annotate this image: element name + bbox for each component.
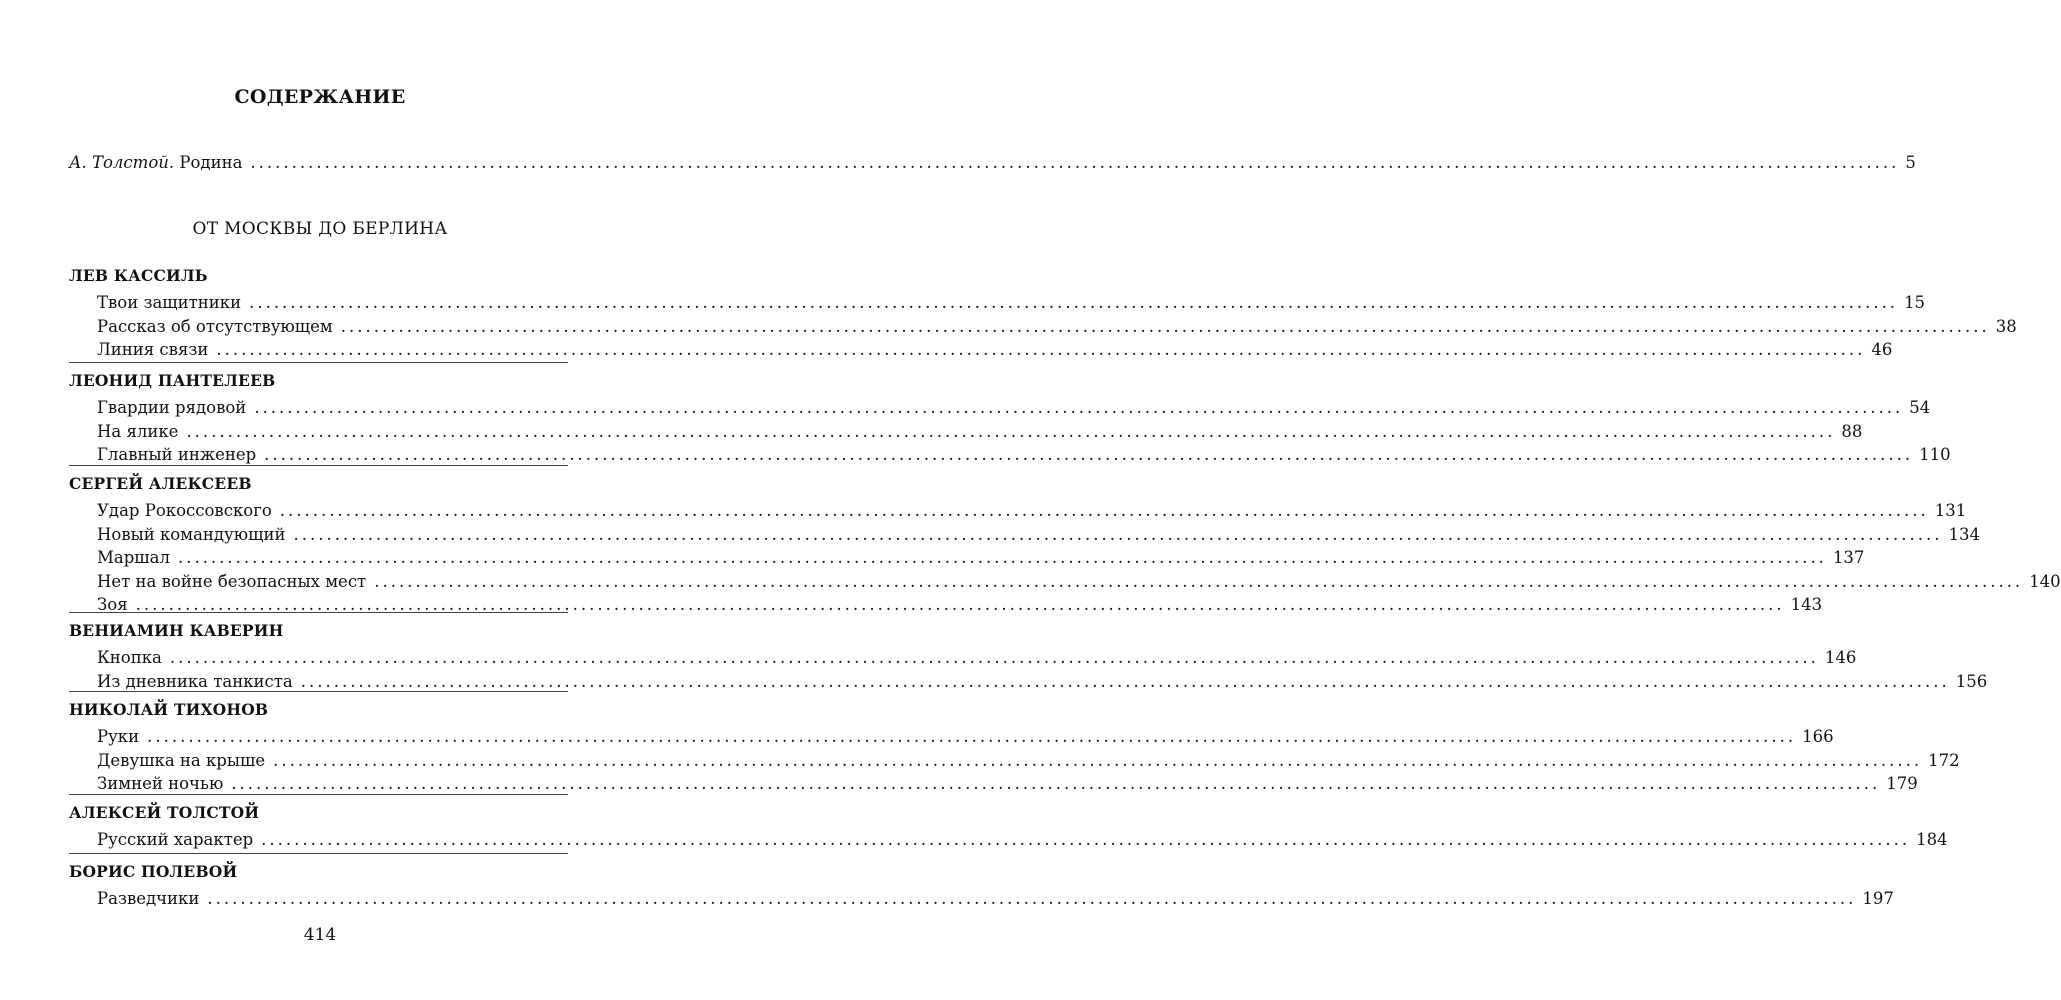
toc-entry <box>97 292 1926 314</box>
entry-title: Разведчики <box>97 889 200 908</box>
entry-page: 137 <box>1832 548 1865 567</box>
leader-dots: ........................................................................................................................................................................................................ <box>135 595 1785 614</box>
entry-title: Маршал <box>97 548 170 567</box>
leader-dots: ........................................................................................................................................................................................................ <box>300 671 1950 691</box>
entry-page: 131 <box>1934 501 1967 520</box>
entry-title: Новый командующий <box>97 524 286 544</box>
toc-entry <box>97 647 1857 669</box>
leader-dots: ........................................................................................................................................................................................................ <box>177 548 1827 567</box>
intro-author: А. Толстой. <box>69 153 175 172</box>
leader-dots: ........................................................................................................................................................................................................ <box>169 648 1819 667</box>
toc-entry <box>97 671 1988 693</box>
leader-dots: ........................................................................................................................................................................................................ <box>254 398 1904 417</box>
entry-title: Кнопка <box>97 648 162 667</box>
leader-dots: ........................................................................................................................................................................................................ <box>340 316 1990 336</box>
leader-dots: ........................................................................................................................................................................................................ <box>147 727 1797 746</box>
group-divider <box>69 853 568 854</box>
entry-title: Руки <box>97 727 140 746</box>
group-divider <box>69 362 568 363</box>
author-heading: СЕРГЕЙ АЛЕКСЕЕВ <box>69 474 252 493</box>
leader-dots: ........................................................................................................................................................................................................ <box>261 830 1911 849</box>
page-title: СОДЕРЖАНИЕ <box>234 86 406 108</box>
author-heading: НИКОЛАЙ ТИХОНОВ <box>69 700 269 719</box>
leader-dots: ........................................................................................................................................................................................................ <box>207 889 1857 908</box>
author-heading: ВЕНИАМИН КАВЕРИН <box>69 621 284 640</box>
author-heading: ЛЕОНИД ПАНТЕЛЕЕВ <box>69 371 276 390</box>
leader-dots: ........................................................................................................................................................................................................ <box>250 153 1900 172</box>
toc-entry <box>97 726 1834 748</box>
toc-entry <box>97 571 2061 593</box>
entry-page: 134 <box>1948 524 1980 544</box>
author-heading: БОРИС ПОЛЕВОЙ <box>69 862 238 881</box>
group-divider <box>69 794 568 795</box>
leader-dots: ........................................................................................................................................................................................................ <box>264 445 1914 464</box>
leader-dots: ........................................................................................................................................................................................................ <box>279 501 1929 520</box>
author-heading: АЛЕКСЕЙ ТОЛСТОЙ <box>69 803 260 822</box>
entry-title: Русский характер <box>97 830 254 849</box>
entry-page: 110 <box>1919 445 1951 464</box>
toc-entry <box>97 316 2017 338</box>
entry-page: 166 <box>1802 727 1834 746</box>
page-number: 414 <box>303 925 337 945</box>
entry-title: Из дневника танкиста <box>97 671 293 691</box>
entry-page: 172 <box>1928 750 1960 770</box>
leader-dots: ........................................................................................................................................................................................................ <box>374 571 2024 591</box>
leader-dots: ........................................................................................................................................................................................................ <box>216 340 1866 359</box>
leader-dots: ........................................................................................................................................................................................................ <box>186 421 1836 441</box>
entry-title: Главный инженер <box>97 445 257 464</box>
leader-dots: ........................................................................................................................................................................................................ <box>231 774 1881 793</box>
entry-title: Удар Рокоссовского <box>97 501 272 520</box>
section-title: ОТ МОСКВЫ ДО БЕРЛИНА <box>192 219 448 239</box>
intro-title: Родина <box>179 153 243 172</box>
entry-page: 197 <box>1862 889 1894 908</box>
intro-entry <box>69 152 1916 174</box>
toc-entry <box>97 421 1863 443</box>
entry-title: Рассказ об отсутствующем <box>97 316 333 336</box>
toc-entry <box>97 444 1951 466</box>
intro-page: 5 <box>1905 153 1916 172</box>
entry-page: 38 <box>1995 316 2017 336</box>
group-divider <box>69 465 568 466</box>
entry-title: На ялике <box>97 421 179 441</box>
toc-entry <box>97 750 1960 772</box>
toc-entry <box>97 339 1893 361</box>
author-heading: ЛЕВ КАССИЛЬ <box>69 266 208 285</box>
toc-entry <box>97 524 1980 546</box>
entry-page: 179 <box>1886 774 1918 793</box>
toc-entry <box>97 500 1967 522</box>
entry-title: Нет на войне безопасных мест <box>97 571 367 591</box>
leader-dots: ........................................................................................................................................................................................................ <box>249 293 1899 312</box>
entry-page: 88 <box>1841 421 1863 441</box>
leader-dots: ........................................................................................................................................................................................................ <box>273 750 1923 770</box>
entry-page: 46 <box>1871 340 1893 359</box>
group-divider <box>69 691 568 692</box>
group-divider <box>69 612 568 613</box>
toc-entry <box>97 829 1948 851</box>
leader-dots: ........................................................................................................................................................................................................ <box>293 524 1943 544</box>
toc-entry <box>97 888 1894 910</box>
entry-title: Линия связи <box>97 340 209 359</box>
entry-page: 140 <box>2029 571 2061 591</box>
entry-page: 15 <box>1904 293 1926 312</box>
entry-page: 156 <box>1955 671 1988 691</box>
toc-entry <box>97 773 1918 795</box>
entry-title: Зоя <box>97 595 128 614</box>
toc-entry <box>97 397 1931 419</box>
entry-page: 184 <box>1916 830 1948 849</box>
entry-title: Зимней ночью <box>97 774 224 793</box>
entry-page: 54 <box>1909 398 1931 417</box>
entry-page: 143 <box>1790 595 1823 614</box>
entry-title: Девушка на крыше <box>97 750 266 770</box>
entry-page: 146 <box>1824 648 1857 667</box>
entry-title: Гвардии рядовой <box>97 398 247 417</box>
entry-title: Твои защитники <box>97 293 242 312</box>
toc-entry <box>97 547 1865 569</box>
